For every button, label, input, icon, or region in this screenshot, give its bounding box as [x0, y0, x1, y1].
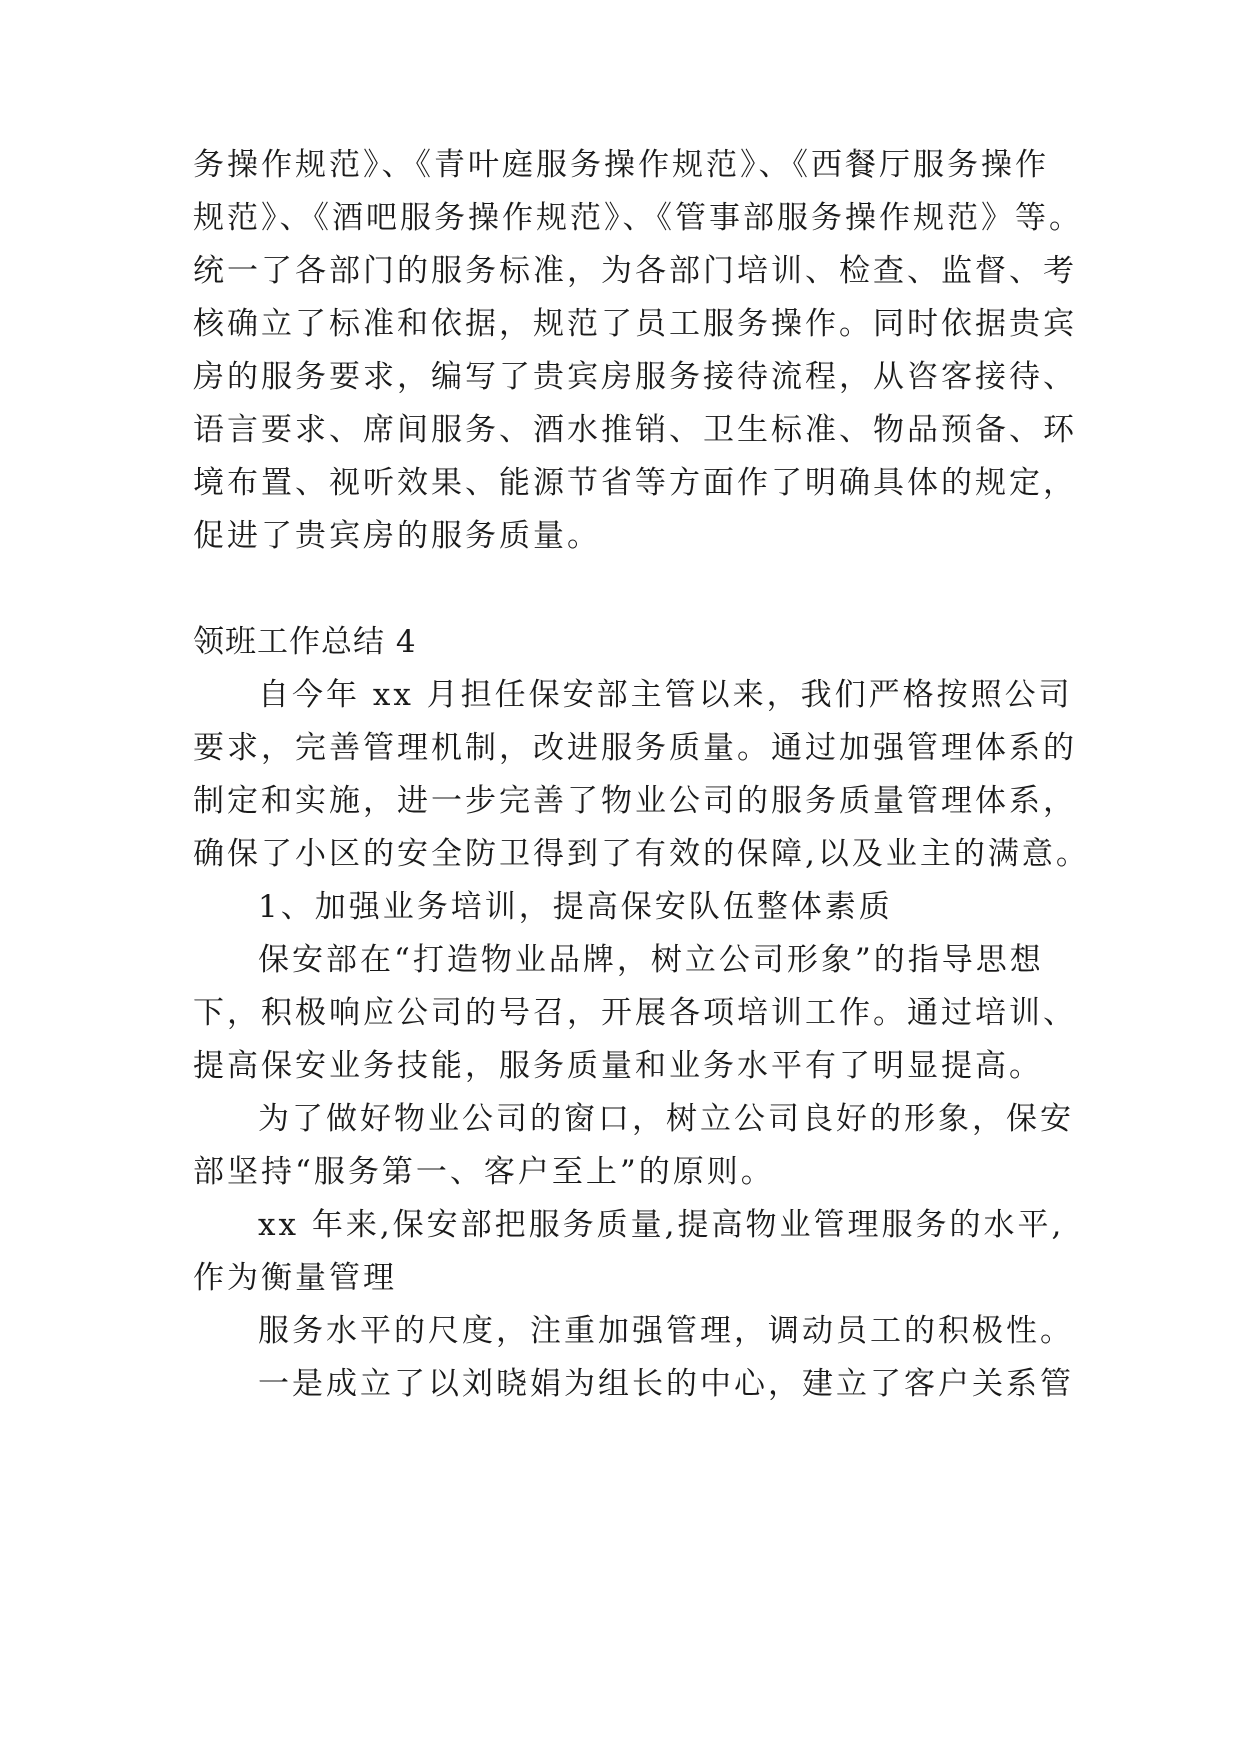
paragraph-line: 促进了贵宾房的服务质量。 [193, 518, 601, 554]
paragraph-line: 服务水平的尺度，注重加强管理，调动员工的积极性。 [258, 1313, 1074, 1349]
section-heading: 领班工作总结 4 [193, 624, 417, 660]
paragraph-line: 统一了各部门的服务标准，为各部门培训、检查、监督、考 [193, 253, 1077, 289]
paragraph-line: 作为衡量管理 [193, 1260, 397, 1296]
paragraph-line: 务操作规范》、《青叶庭服务操作规范》、《西餐厅服务操作 [193, 147, 1049, 183]
paragraph-line: 核确立了标准和依据，规范了员工服务操作。同时依据贵宾 [193, 306, 1077, 342]
paragraph-line: xx 年来,保安部把服务质量,提高物业管理服务的水平, [258, 1207, 1065, 1243]
paragraph-line: 自今年 xx 月担任保安部主管以来，我们严格按照公司 [258, 677, 1073, 713]
paragraph-line: 制定和实施，进一步完善了物业公司的服务质量管理体系， [193, 783, 1077, 819]
paragraph-line: 下，积极响应公司的号召，开展各项培训工作。通过培训、 [193, 995, 1077, 1031]
paragraph-line: 规范》、《酒吧服务操作规范》、《管事部服务操作规范》等。 [193, 200, 1083, 236]
paragraph-line: 提高保安业务技能，服务质量和业务水平有了明显提高。 [193, 1048, 1043, 1084]
paragraph-line: 语言要求、席间服务、酒水推销、卫生标准、物品预备、环 [193, 412, 1077, 448]
paragraph-line: 房的服务要求，编写了贵宾房服务接待流程，从咨客接待、 [193, 359, 1077, 395]
subheading: 1、加强业务培训，提高保安队伍整体素质 [258, 889, 893, 925]
paragraph-line: 确保了小区的安全防卫得到了有效的保障,以及业主的满意。 [193, 836, 1090, 872]
paragraph-line: 一是成立了以刘晓娟为组长的中心，建立了客户关系管 [258, 1366, 1074, 1402]
paragraph-line: 部坚持“服务第一、客户至上”的原则。 [193, 1154, 775, 1190]
paragraph-line: 保安部在“打造物业品牌，树立公司形象”的指导思想 [258, 942, 1044, 978]
paragraph-line: 为了做好物业公司的窗口，树立公司良好的形象，保安 [258, 1101, 1074, 1137]
paragraph-line: 境布置、视听效果、能源节省等方面作了明确具体的规定， [193, 465, 1077, 501]
paragraph-line: 要求，完善管理机制，改进服务质量。通过加强管理体系的 [193, 730, 1077, 766]
